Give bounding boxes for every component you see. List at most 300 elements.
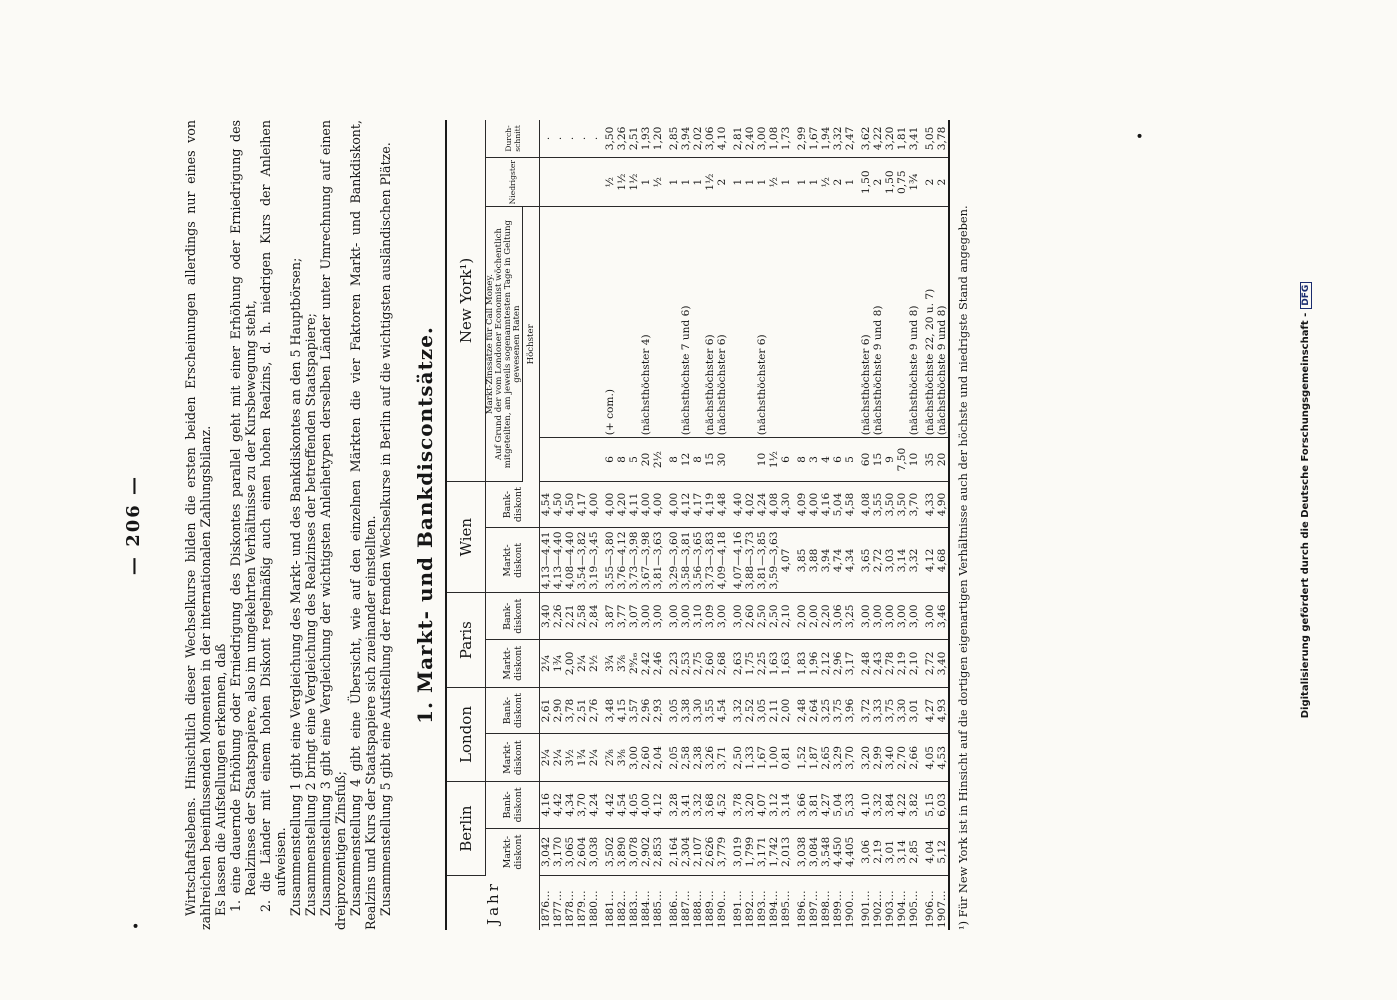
value-cell xyxy=(576,207,588,438)
page-number: — 206 — xyxy=(123,474,144,576)
value-cell: 1 xyxy=(692,157,704,206)
value-cell: 2,50 xyxy=(728,734,744,782)
value-cell: 3,20 xyxy=(856,734,872,782)
year-cell: 1906… xyxy=(924,890,936,928)
value-cell: 2 xyxy=(936,157,949,206)
value-cell: 3,88—3,73 xyxy=(744,528,756,593)
value-cell: 7,50 xyxy=(896,438,908,482)
value-cell xyxy=(728,438,744,482)
intro-text xyxy=(183,120,393,930)
value-cell: 3,00 xyxy=(884,593,896,640)
value-cell: 2,19 xyxy=(872,828,884,875)
value-cell xyxy=(552,207,564,438)
value-cell: 2,853 xyxy=(652,828,664,875)
value-cell: 2,78 xyxy=(884,640,896,688)
value-cell: ½ xyxy=(820,157,832,206)
value-cell: 3,94 xyxy=(820,528,832,593)
value-cell: 20 xyxy=(936,438,949,482)
value-cell: 4,50 xyxy=(564,481,576,528)
value-cell xyxy=(540,438,553,482)
value-cell: 4,11 xyxy=(628,481,640,528)
value-cell: 3¾ xyxy=(600,640,616,688)
value-cell: ½ xyxy=(600,157,616,206)
table-row xyxy=(616,120,628,930)
value-cell: 3,78 xyxy=(564,687,576,734)
year-cell: 1888… xyxy=(692,890,704,928)
value-cell: 1,20 xyxy=(652,120,664,157)
value-cell: 2,53 xyxy=(680,640,692,688)
value-cell: 1,96 xyxy=(808,640,820,688)
value-cell: 1 xyxy=(664,157,680,206)
value-cell: 3,07 xyxy=(628,593,640,640)
value-cell: ½ xyxy=(652,157,664,206)
value-cell: 4,450 xyxy=(832,828,844,875)
value-cell: . xyxy=(564,120,576,157)
value-cell: 2,26 xyxy=(552,593,564,640)
table-row xyxy=(908,120,920,930)
value-cell: 2,164 xyxy=(664,828,680,875)
value-cell: 3,20 xyxy=(744,782,756,829)
value-cell: 2,48 xyxy=(792,687,808,734)
value-cell: 2,58 xyxy=(680,734,692,782)
ny-heading: Markt-Zinssätze für Call Money. xyxy=(485,274,495,415)
value-cell: 4,07 xyxy=(756,782,768,829)
value-cell: 2,70 xyxy=(896,734,908,782)
value-cell: 1,83 xyxy=(792,640,808,688)
value-cell: 2,68 xyxy=(716,640,728,688)
value-cell: 1,63 xyxy=(780,640,792,688)
value-cell: 2,10 xyxy=(908,640,920,688)
value-cell: 3,01 xyxy=(884,828,896,875)
value-cell: 4 xyxy=(820,438,832,482)
value-cell: 2⁹⁄₁₆ xyxy=(628,640,640,688)
value-cell: 1,50 xyxy=(856,157,872,206)
value-cell: 3,77 xyxy=(616,593,628,640)
table-row xyxy=(680,120,692,930)
value-cell: 3,00 xyxy=(628,734,640,782)
value-cell: 2,05 xyxy=(664,734,680,782)
value-cell: 2,04 xyxy=(652,734,664,782)
table-row xyxy=(540,120,553,930)
year-cell: 1891… xyxy=(732,890,744,928)
year-cell: 1904… xyxy=(896,890,908,928)
city-header: New York¹) xyxy=(446,120,486,481)
value-cell: 3,25 xyxy=(844,593,856,640)
value-cell: 2,50 xyxy=(756,593,768,640)
value-cell: 2,52 xyxy=(744,687,756,734)
value-cell: 2,72 xyxy=(920,640,936,688)
value-cell: 4,17 xyxy=(576,481,588,528)
value-cell: 2,48 xyxy=(856,640,872,688)
value-cell: 3,85 xyxy=(792,528,808,593)
value-cell: 1¾ xyxy=(552,640,564,688)
value-cell: 3,70 xyxy=(844,734,856,782)
value-cell xyxy=(540,157,553,206)
value-cell: 2,107 xyxy=(692,828,704,875)
value-cell xyxy=(820,207,832,438)
value-cell: 2½ xyxy=(652,438,664,482)
city-header: London xyxy=(446,687,486,781)
value-cell xyxy=(728,207,744,438)
value-cell: 3,81—3,63 xyxy=(652,528,664,593)
value-cell xyxy=(588,438,600,482)
value-cell: 3,58—3,81 xyxy=(680,528,692,593)
value-cell: 2,10 xyxy=(780,593,792,640)
value-cell: 3,59—3,63 xyxy=(768,528,780,593)
table-row xyxy=(744,120,756,930)
value-cell xyxy=(664,207,680,438)
value-cell: 4,40 xyxy=(728,481,744,528)
value-cell: 2,00 xyxy=(808,593,820,640)
value-cell: 2,25 xyxy=(756,640,768,688)
value-cell: 4,08 xyxy=(768,481,780,528)
table-row xyxy=(780,120,792,930)
value-cell: 1¾ xyxy=(576,734,588,782)
value-cell: 3,68 xyxy=(704,782,716,829)
value-cell: 4,52 xyxy=(716,782,728,829)
value-cell xyxy=(808,207,820,438)
value-cell: 3,62 xyxy=(856,120,872,157)
value-cell: . xyxy=(588,120,600,157)
value-cell: 2,00 xyxy=(564,640,576,688)
value-cell: 3,67—3,98 xyxy=(640,528,652,593)
value-cell xyxy=(652,207,664,438)
year-cell: 1898… xyxy=(820,890,832,928)
value-cell: 3,56—3,65 xyxy=(692,528,704,593)
value-cell xyxy=(744,438,756,482)
intro-paragraph: Zusammenstellung 1 gibt eine Vergleichung des Markt- und des Bankdiskontes an den 5 Hauptbörsen; xyxy=(288,257,303,916)
value-cell: 5,33 xyxy=(844,782,856,829)
value-cell: 2,85 xyxy=(664,120,680,157)
value-cell: 1,33 xyxy=(744,734,756,782)
value-cell: 20 xyxy=(640,438,652,482)
value-cell: 4,08 xyxy=(856,481,872,528)
value-cell: 8 xyxy=(616,438,628,482)
value-cell: 3,05 xyxy=(756,687,768,734)
value-cell: 3,171 xyxy=(756,828,768,875)
value-cell: 3,065 xyxy=(564,828,576,875)
value-cell: 4,54 xyxy=(616,782,628,829)
value-cell xyxy=(564,157,576,206)
value-cell: 4,27 xyxy=(820,782,832,829)
value-cell: 3,87 xyxy=(600,593,616,640)
digitization-note xyxy=(1300,0,1312,1000)
table-row xyxy=(872,120,884,930)
dfg-logo: DFG xyxy=(1300,282,1312,309)
year-cell: 1907… xyxy=(936,890,948,928)
value-cell: 3,26 xyxy=(704,734,716,782)
value-cell: 2,65 xyxy=(820,734,832,782)
value-cell: 3,19—3,45 xyxy=(588,528,600,593)
value-cell: 1,94 xyxy=(820,120,832,157)
value-cell xyxy=(552,157,564,206)
value-cell: 4,02 xyxy=(744,481,756,528)
table-row xyxy=(808,120,820,930)
city-header: Wien xyxy=(446,481,486,593)
table-row xyxy=(664,120,680,930)
year-cell: 1902… xyxy=(872,890,884,928)
value-cell: 4,34 xyxy=(564,782,576,829)
value-cell: 2⅞ xyxy=(600,734,616,782)
value-cell: 4,22 xyxy=(872,120,884,157)
table-row xyxy=(896,120,908,930)
value-cell: 1 xyxy=(728,157,744,206)
value-cell: 15 xyxy=(704,438,716,482)
value-cell: (nächsthöchste 7 und 6) xyxy=(680,207,692,438)
value-cell: 2,81 xyxy=(728,120,744,157)
value-cell: 3,28 xyxy=(664,782,680,829)
year-cell: 1897… xyxy=(808,890,820,928)
value-cell: 2,75 xyxy=(692,640,704,688)
value-cell: 1,742 xyxy=(768,828,780,875)
value-cell: 3,042 xyxy=(540,828,553,875)
scan-dot: • xyxy=(1133,131,1149,140)
value-cell: 3½ xyxy=(564,734,576,782)
value-cell xyxy=(616,207,628,438)
value-cell: 6 xyxy=(780,438,792,482)
value-cell: 3,50 xyxy=(884,481,896,528)
value-cell: 4,10 xyxy=(856,782,872,829)
value-cell: 2,63 xyxy=(728,640,744,688)
value-cell: 10 xyxy=(756,438,768,482)
value-cell: . xyxy=(552,120,564,157)
discount-table xyxy=(445,120,950,930)
value-cell: 3,32 xyxy=(832,120,844,157)
value-cell: (nächsthöchster 6) xyxy=(704,207,716,438)
value-cell: 1 xyxy=(808,157,820,206)
value-cell: 1¾ xyxy=(908,157,920,206)
value-cell xyxy=(588,207,600,438)
year-cell: 1894… xyxy=(768,890,780,928)
value-cell: 2,96 xyxy=(640,687,652,734)
value-cell: 4,17 xyxy=(692,481,704,528)
year-cell: 1887… xyxy=(680,890,692,928)
value-cell: 3,33 xyxy=(872,687,884,734)
value-cell: 3,00 xyxy=(908,593,920,640)
value-cell: 2¼ xyxy=(576,640,588,688)
year-cell: 1885… xyxy=(652,890,664,928)
table-row xyxy=(920,120,936,930)
value-cell: 1,63 xyxy=(768,640,780,688)
value-cell xyxy=(588,157,600,206)
value-cell: 2 xyxy=(716,157,728,206)
value-cell: 3,548 xyxy=(820,828,832,875)
value-cell: 3,55—3,80 xyxy=(600,528,616,593)
value-cell: 3,78 xyxy=(936,120,949,157)
value-cell: 3,40 xyxy=(540,593,553,640)
table-row xyxy=(640,120,652,930)
value-cell: 3,72 xyxy=(856,687,872,734)
value-cell: 2,013 xyxy=(780,828,792,875)
value-cell: 3,76—4,12 xyxy=(616,528,628,593)
value-cell: 3,40 xyxy=(936,640,949,688)
value-cell xyxy=(792,207,808,438)
table-row xyxy=(692,120,704,930)
year-cell: 1877… xyxy=(552,890,564,928)
value-cell: 3,779 xyxy=(716,828,728,875)
value-cell: 2 xyxy=(920,157,936,206)
value-cell: 3,078 xyxy=(628,828,640,875)
value-cell: 2,11 xyxy=(768,687,780,734)
value-cell: 2,66 xyxy=(908,734,920,782)
value-cell: 2,23 xyxy=(664,640,680,688)
value-cell: 1 xyxy=(792,157,808,206)
column-header: Bank-diskont xyxy=(486,782,540,829)
value-cell: 4,12 xyxy=(680,481,692,528)
value-cell: (nächsthöchster 6) xyxy=(716,207,728,438)
value-cell xyxy=(884,207,896,438)
value-cell: 8 xyxy=(664,438,680,482)
value-cell: 1½ xyxy=(704,157,716,206)
value-cell: 3,00 xyxy=(652,593,664,640)
value-cell: 6 xyxy=(832,438,844,482)
scan-dot: • xyxy=(129,921,145,930)
value-cell: 3,00 xyxy=(716,593,728,640)
value-cell: 1,00 xyxy=(768,734,780,782)
value-cell: 4,42 xyxy=(600,782,616,829)
value-cell: 3,32 xyxy=(872,782,884,829)
value-cell: 3,82 xyxy=(908,782,920,829)
value-cell: 2,60 xyxy=(640,734,652,782)
value-cell: 3,17 xyxy=(844,640,856,688)
column-header: Bank-diskont xyxy=(486,593,540,640)
value-cell: 3,50 xyxy=(896,481,908,528)
value-cell: 4,12 xyxy=(920,528,936,593)
value-cell: 3,038 xyxy=(588,828,600,875)
value-cell: 4,16 xyxy=(820,481,832,528)
table-row xyxy=(820,120,832,930)
value-cell: 4,42 xyxy=(552,782,564,829)
value-cell: 4,93 xyxy=(936,687,949,734)
value-cell xyxy=(832,207,844,438)
value-cell: 4,74 xyxy=(832,528,844,593)
year-cell: 1880… xyxy=(588,890,600,928)
value-cell: 4,00 xyxy=(664,481,680,528)
value-cell: 4,08—4,40 xyxy=(564,528,576,593)
year-cell: 1881… xyxy=(604,890,616,928)
value-cell: 2,902 xyxy=(640,828,652,875)
table-row xyxy=(844,120,856,930)
value-cell: 2,51 xyxy=(628,120,640,157)
value-cell xyxy=(576,438,588,482)
value-cell: 5,05 xyxy=(920,120,936,157)
value-cell: 2,19 xyxy=(896,640,908,688)
table-row xyxy=(756,120,768,930)
value-cell: 3⅞ xyxy=(616,640,628,688)
value-cell: 0,81 xyxy=(780,734,792,782)
value-cell: 4,50 xyxy=(552,481,564,528)
value-cell: 3,78 xyxy=(728,782,744,829)
value-cell: 4,54 xyxy=(716,687,728,734)
value-cell: 2,84 xyxy=(588,593,600,640)
value-cell xyxy=(564,438,576,482)
value-cell: 3,65 xyxy=(856,528,872,593)
intro-paragraph: Zusammenstellung 4 gibt eine Übersicht, wie auf den einzelnen Märkten die vier Faktoren Markt- und Bankdiskont, Realzins und Kurs der Staatspapiere sich zueinander einstellten. xyxy=(348,120,378,930)
year-cell: 1900… xyxy=(844,890,856,928)
value-cell: 3,20 xyxy=(884,120,896,157)
value-cell: 2½ xyxy=(588,640,600,688)
value-cell: 4,13—4,40 xyxy=(552,528,564,593)
value-cell xyxy=(540,207,553,438)
value-cell: 4,09—4,18 xyxy=(716,528,728,593)
table-row xyxy=(768,120,780,930)
value-cell: 3,00 xyxy=(856,593,872,640)
value-cell: 3,55 xyxy=(704,687,716,734)
value-cell: 3,84 xyxy=(884,782,896,829)
value-cell: 15 xyxy=(872,438,884,482)
value-cell: 3,94 xyxy=(680,120,692,157)
value-cell: 3,75 xyxy=(884,687,896,734)
value-cell: 3,57 xyxy=(628,687,640,734)
table-row xyxy=(716,120,728,930)
value-cell: 10 xyxy=(908,438,920,482)
table-row xyxy=(704,120,716,930)
value-cell: 2,20 xyxy=(820,593,832,640)
value-cell: 1,87 xyxy=(808,734,820,782)
value-cell: (nächsthöchste 9 und 8) xyxy=(872,207,884,438)
value-cell: 4,58 xyxy=(844,481,856,528)
value-cell: . xyxy=(540,120,553,157)
value-cell: 2,00 xyxy=(780,687,792,734)
value-cell: 3,05 xyxy=(664,687,680,734)
year-cell: 1901… xyxy=(860,890,872,928)
value-cell: 3,70 xyxy=(576,782,588,829)
intro-paragraph: Zusammenstellung 3 gibt eine Vergleichung der wichtigsten Anleihetypen derselben Länder unter Umrechnung auf einen dreiprozentigen Zinsfuß; xyxy=(318,120,348,930)
value-cell xyxy=(552,438,564,482)
value-cell: 2,76 xyxy=(588,687,600,734)
year-cell: 1892… xyxy=(744,890,756,928)
value-cell: (nächsthöchster 6) xyxy=(756,207,768,438)
intro-paragraph: Zusammenstellung 2 bringt eine Vergleichung des Realzinses der betreffenden Staatspapiere; xyxy=(303,313,318,916)
value-cell: 5 xyxy=(628,438,640,482)
value-cell: 2¼ xyxy=(552,734,564,782)
value-cell: 2,02 xyxy=(692,120,704,157)
value-cell: 1 xyxy=(756,157,768,206)
value-cell: 3,30 xyxy=(692,687,704,734)
value-cell: 1½ xyxy=(628,157,640,206)
value-cell: 5,12 xyxy=(936,828,949,875)
ny-note: Auf Grund der vom Londoner Economist wöchentlich mitgeteilten, am jeweils sogenanntesten Tage in Geltung gewesenen Raten xyxy=(494,219,522,469)
value-cell: 2,61 xyxy=(540,687,553,734)
value-cell: 0,75 xyxy=(896,157,908,206)
table-row xyxy=(856,120,872,930)
value-cell: 3,890 xyxy=(616,828,628,875)
value-cell: 4,12 xyxy=(652,782,664,829)
value-cell: 1 xyxy=(744,157,756,206)
year-cell: 1886… xyxy=(668,890,680,928)
value-cell: 2,58 xyxy=(576,593,588,640)
value-cell: 2,12 xyxy=(820,640,832,688)
value-cell: 2,47 xyxy=(844,120,856,157)
value-cell: 60 xyxy=(856,438,872,482)
value-cell: 4,00 xyxy=(640,782,652,829)
year-cell: 1878… xyxy=(564,890,576,928)
value-cell: 4,24 xyxy=(588,782,600,829)
value-cell: 12 xyxy=(680,438,692,482)
value-cell: 3,38 xyxy=(680,687,692,734)
value-cell: 3,41 xyxy=(908,120,920,157)
value-cell: 3,09 xyxy=(704,593,716,640)
table-title: 1. Markt- und Bankdiscontsätze. xyxy=(413,326,437,724)
year-cell: 1905… xyxy=(908,890,920,928)
year-cell: 1895… xyxy=(780,890,792,928)
value-cell: 4,04 xyxy=(920,828,936,875)
value-cell: 4,53 xyxy=(936,734,949,782)
value-cell: 3,00 xyxy=(728,593,744,640)
value-cell: 1,799 xyxy=(744,828,756,875)
value-cell: 8 xyxy=(792,438,808,482)
value-cell: 4,22 xyxy=(896,782,908,829)
